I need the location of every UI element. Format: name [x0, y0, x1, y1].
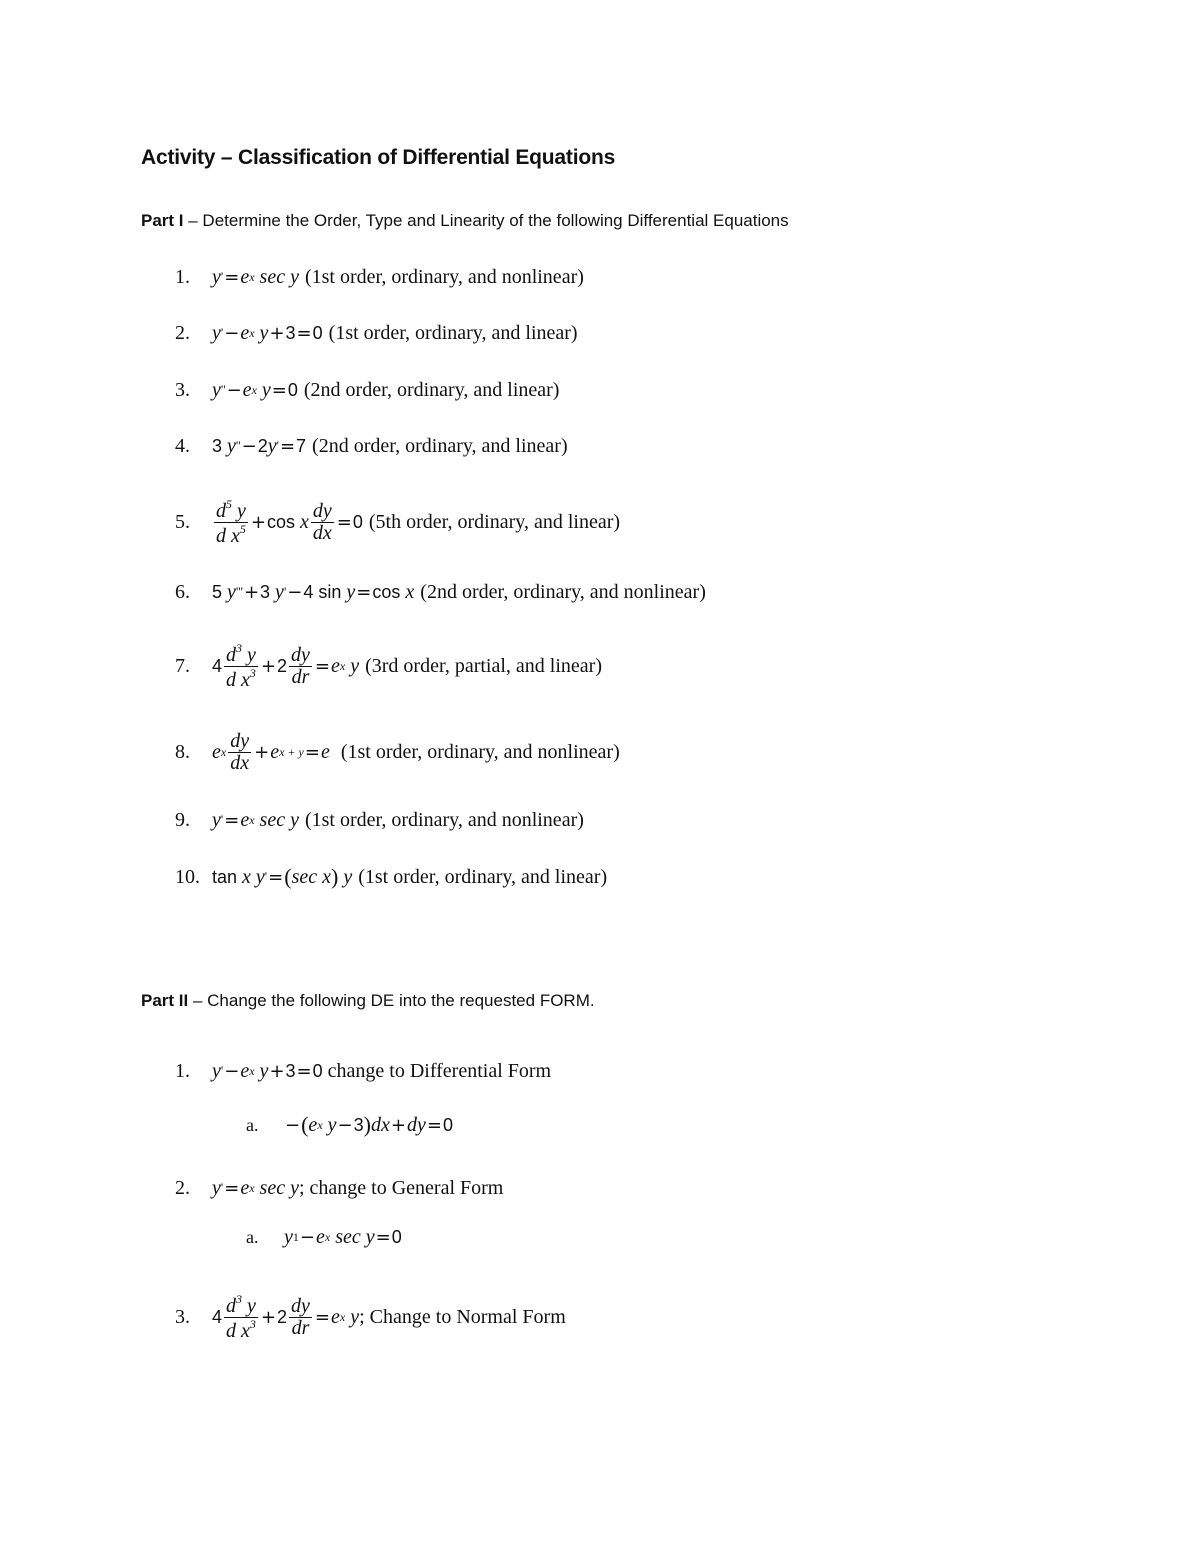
equation: 4 $\frac{d^3 y}{d x^3}$ + 2 $\frac{dy}{dr}$ = e x y (3rd order, partial, and linear): [212, 640, 602, 691]
item-number: 3.: [175, 1305, 190, 1328]
part-one-label: Part I: [141, 211, 184, 230]
classification-text: (2nd order, ordinary, and nonlinear): [420, 580, 706, 603]
equation: 4 $\frac{d^3 y}{d x^3}$ + 2 $\frac{dy}{dr}$ = e x y ; Change to Normal Form: [212, 1291, 566, 1342]
form-instruction: ; Change to Normal Form: [359, 1305, 566, 1328]
item-number: 1.: [175, 1059, 190, 1082]
equation: e x $\frac{dy}{dx}$ + e x + y = e (1st order, ordinary, and nonlinear): [212, 729, 620, 774]
item-number: 9.: [175, 808, 190, 831]
page-title: Activity – Classification of Differential Equations: [141, 146, 616, 169]
classification-text: (2nd order, ordinary, and linear): [303, 378, 560, 401]
item-number: 5.: [175, 510, 190, 533]
equation: 3 y '' − 2 y ' = 7 (2nd order, ordinary, and linear): [212, 434, 568, 457]
equation: tan x y ' = ( sec x ) y (1st order, ordinary, and linear): [212, 864, 608, 889]
item-number: 4.: [175, 434, 190, 457]
classification-text: (1st order, ordinary, and nonlinear): [340, 740, 620, 763]
classification-text: (1st order, ordinary, and nonlinear): [304, 808, 584, 831]
item-number: 2.: [175, 321, 190, 344]
answer-equation: − ( e x y − 3 ) dx + dy = 0: [285, 1112, 453, 1137]
part-two-label: Part II: [141, 991, 189, 1010]
equation: y ' = e x sec y ; change to General Form: [212, 1176, 504, 1199]
form-instruction: ; change to General Form: [298, 1176, 504, 1199]
part-two-instructions: – Change the following DE into the requested FORM.: [188, 991, 595, 1010]
item-number: 7.: [175, 654, 190, 677]
equation: y ' − e x y + 3 = 0 (1st order, ordinary, and linear): [212, 321, 578, 344]
answer-label: a.: [246, 1227, 259, 1247]
item-number: 2.: [175, 1176, 190, 1199]
equation: y ' − e x y + 3 = 0 change to Differential Form: [212, 1059, 552, 1082]
item-number: 8.: [175, 740, 190, 763]
item-number: 10.: [175, 865, 200, 888]
classification-text: (2nd order, ordinary, and linear): [312, 434, 568, 457]
item-number: 3.: [175, 378, 190, 401]
equation: 5 y ''' + 3 y ' − 4 sin y = cos x (2nd order, ordinary, and nonlinear): [212, 580, 706, 603]
answer-label: a.: [246, 1114, 259, 1135]
equation: y ' = e x sec y (1st order, ordinary, and nonlinear): [212, 265, 584, 288]
answer-equation: y 1 − e x sec y = 0: [284, 1226, 402, 1248]
answer-item: [246, 1112, 453, 1138]
item-number: 6.: [175, 580, 190, 603]
classification-text: (1st order, ordinary, and linear): [328, 321, 578, 344]
classification-text: (3rd order, partial, and linear): [365, 654, 602, 677]
equation: $\frac{d^5 y}{d x^5}$ + cos x $\frac{dy}{dx}$ = 0 (5th order, ordinary, and linear): [216, 496, 621, 547]
part-one-heading: [141, 211, 789, 231]
classification-text: (1st order, ordinary, and linear): [358, 865, 608, 888]
form-instruction: change to Differential Form: [327, 1059, 552, 1082]
classification-text: (5th order, ordinary, and linear): [368, 510, 621, 533]
part-two-heading: [141, 991, 595, 1011]
equation: y ' = e x sec y (1st order, ordinary, and nonlinear): [212, 808, 584, 831]
part-one-instructions: – Determine the Order, Type and Linearity of the following Differential Equations: [183, 211, 789, 230]
item-number: 1.: [175, 265, 190, 288]
classification-text: (1st order, ordinary, and nonlinear): [304, 265, 584, 288]
equation: y '' − e x y = 0 (2nd order, ordinary, and linear): [212, 378, 560, 401]
answer-item: [246, 1226, 402, 1249]
